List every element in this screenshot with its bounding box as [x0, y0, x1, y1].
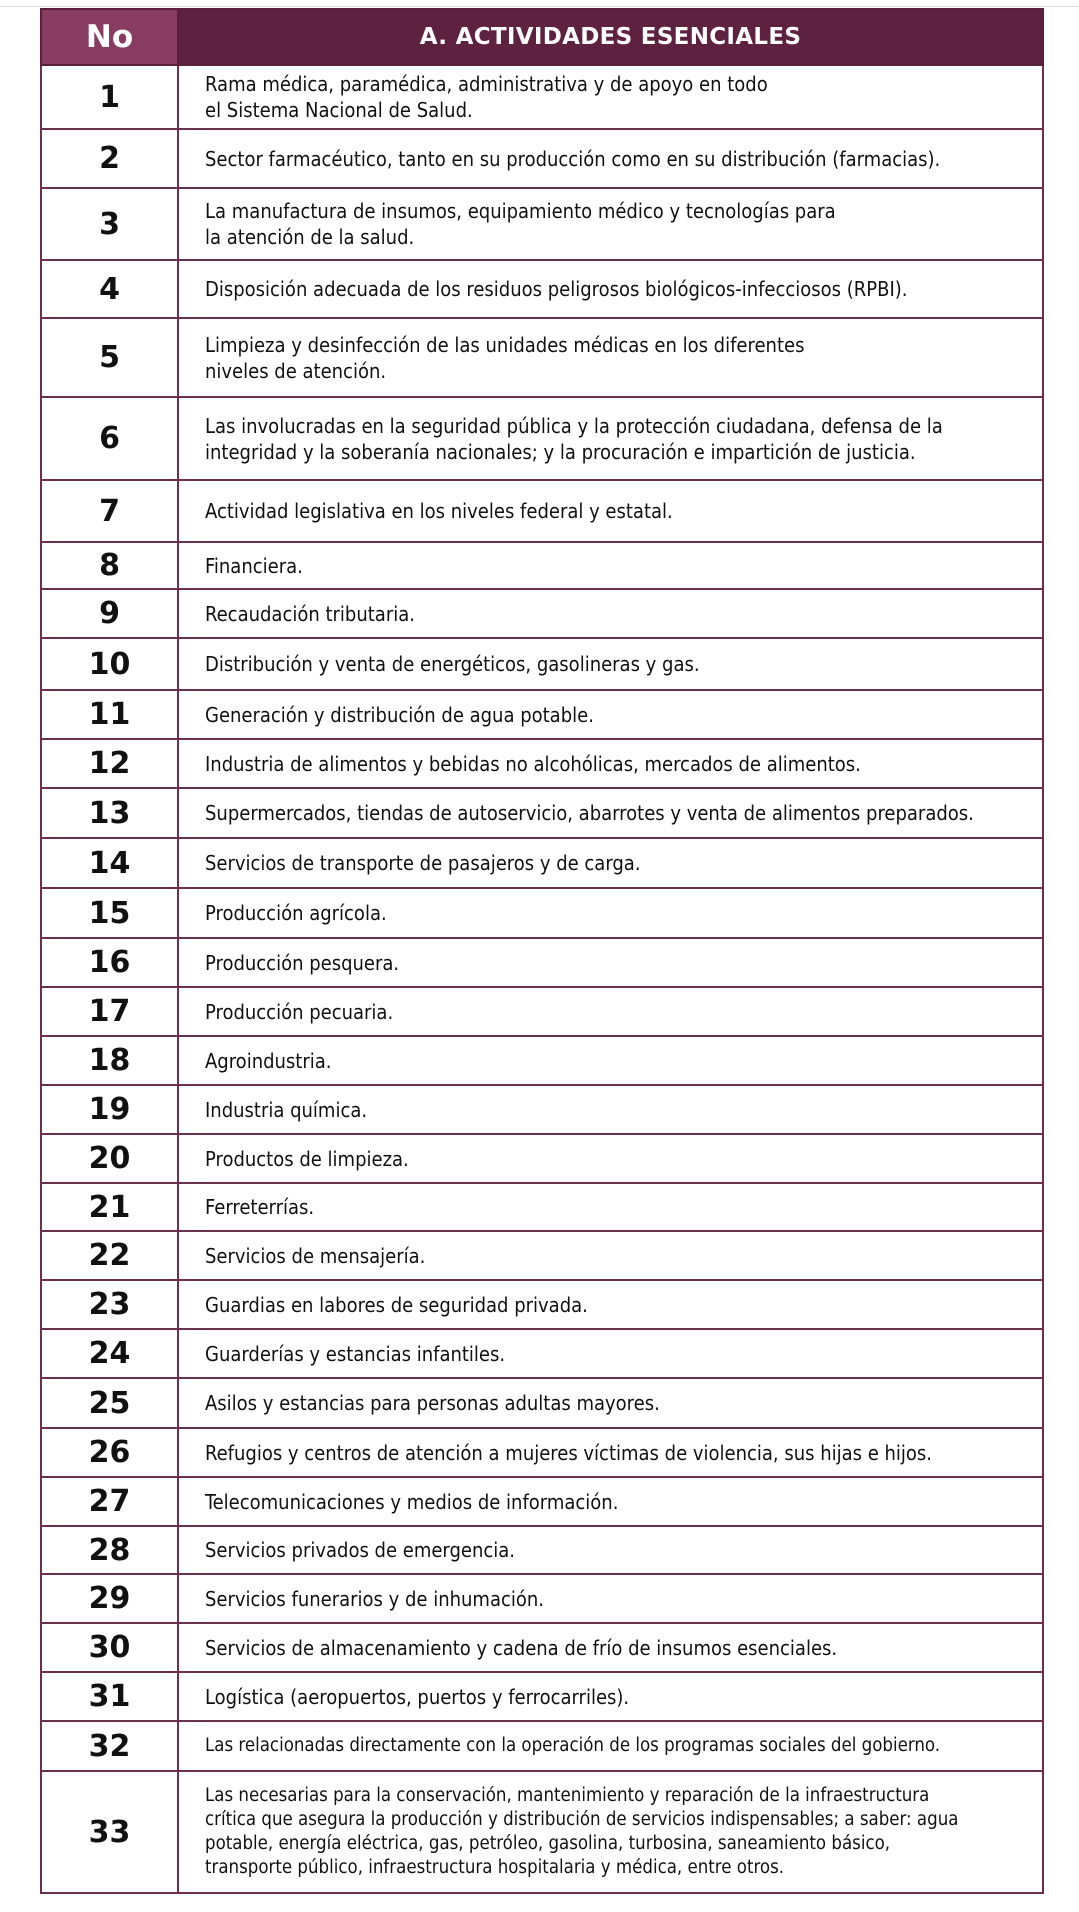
row-description: Actividad legislativa en los niveles federal y estatal. [178, 480, 1043, 542]
table-row [41, 788, 1043, 838]
row-description: Servicios funerarios y de inhumación. [178, 1574, 1043, 1623]
table-row [41, 1477, 1043, 1526]
row-description: Las necesarias para la conservación, mantenimiento y reparación de la infraestructura crítica que asegura la producción y distribución de servicios indispensables; a saber: agua potable, energía eléctrica, gas, petróleo, gasolina, turbosina, saneamiento básico, transporte público, infraestructura hospitalaria y médica, entre otros. [178, 1771, 1043, 1893]
top-divider [0, 6, 1079, 7]
table-row [41, 838, 1043, 888]
row-description: Servicios de transporte de pasajeros y de carga. [178, 838, 1043, 888]
row-description: Generación y distribución de agua potable. [178, 690, 1043, 739]
table-header-row [41, 9, 1043, 65]
row-number: 17 [41, 987, 178, 1036]
row-number: 3 [41, 188, 178, 260]
row-number: 33 [41, 1771, 178, 1893]
row-description: Guarderías y estancias infantiles. [178, 1329, 1043, 1378]
row-number: 8 [41, 542, 178, 589]
row-description: Recaudación tributaria. [178, 589, 1043, 638]
number-column-header: No [41, 9, 178, 65]
table-row [41, 480, 1043, 542]
row-number: 27 [41, 1477, 178, 1526]
table-row [41, 938, 1043, 987]
row-number: 30 [41, 1623, 178, 1672]
table-row [41, 690, 1043, 739]
row-description: Telecomunicaciones y medios de información. [178, 1477, 1043, 1526]
row-description: Rama médica, paramédica, administrativa y de apoyo en todo el Sistema Nacional de Salud. [178, 65, 1043, 129]
table-row [41, 65, 1043, 129]
table-row [41, 1574, 1043, 1623]
table-row [41, 1036, 1043, 1085]
row-number: 23 [41, 1280, 178, 1329]
table-row [41, 1183, 1043, 1231]
row-number: 2 [41, 129, 178, 188]
row-description: Asilos y estancias para personas adultas mayores. [178, 1378, 1043, 1428]
row-number: 5 [41, 318, 178, 397]
essential-activities-table [40, 8, 1044, 1894]
row-number: 31 [41, 1672, 178, 1721]
row-description: Supermercados, tiendas de autoservicio, abarrotes y venta de alimentos preparados. [178, 788, 1043, 838]
row-description: Productos de limpieza. [178, 1134, 1043, 1183]
row-description: Servicios de mensajería. [178, 1231, 1043, 1280]
row-number: 26 [41, 1428, 178, 1477]
row-number: 18 [41, 1036, 178, 1085]
row-description: Producción pesquera. [178, 938, 1043, 987]
row-number: 1 [41, 65, 178, 129]
row-description: Agroindustria. [178, 1036, 1043, 1085]
row-number: 21 [41, 1183, 178, 1231]
row-number: 19 [41, 1085, 178, 1134]
table-row [41, 542, 1043, 589]
row-description: Limpieza y desinfección de las unidades médicas en los diferentes niveles de atención. [178, 318, 1043, 397]
row-number: 7 [41, 480, 178, 542]
table-row [41, 1771, 1043, 1893]
row-number: 9 [41, 589, 178, 638]
row-number: 10 [41, 638, 178, 690]
row-description: Guardias en labores de seguridad privada. [178, 1280, 1043, 1329]
row-description: La manufactura de insumos, equipamiento médico y tecnologías para la atención de la salud. [178, 188, 1043, 260]
table-row [41, 1231, 1043, 1280]
row-number: 32 [41, 1721, 178, 1771]
table-row [41, 1721, 1043, 1771]
row-description: Servicios de almacenamiento y cadena de frío de insumos esenciales. [178, 1623, 1043, 1672]
table-row [41, 1329, 1043, 1378]
row-number: 12 [41, 739, 178, 788]
row-description: Distribución y venta de energéticos, gasolineras y gas. [178, 638, 1043, 690]
table-row [41, 260, 1043, 318]
table-row [41, 1280, 1043, 1329]
table-row [41, 1134, 1043, 1183]
row-number: 28 [41, 1526, 178, 1574]
table-row [41, 397, 1043, 480]
table-row [41, 638, 1043, 690]
row-description: Financiera. [178, 542, 1043, 589]
row-number: 6 [41, 397, 178, 480]
row-description: Industria de alimentos y bebidas no alcohólicas, mercados de alimentos. [178, 739, 1043, 788]
row-description: Industria química. [178, 1085, 1043, 1134]
row-description: Las involucradas en la seguridad pública y la protección ciudadana, defensa de la integridad y la soberanía nacionales; y la procuración e impartición de justicia. [178, 397, 1043, 480]
table-row [41, 1672, 1043, 1721]
row-description: Refugios y centros de atención a mujeres víctimas de violencia, sus hijas e hijos. [178, 1428, 1043, 1477]
row-number: 13 [41, 788, 178, 838]
table-row [41, 129, 1043, 188]
table-row [41, 888, 1043, 938]
row-description: Logística (aeropuertos, puertos y ferrocarriles). [178, 1672, 1043, 1721]
row-number: 4 [41, 260, 178, 318]
row-number: 16 [41, 938, 178, 987]
row-description: Las relacionadas directamente con la operación de los programas sociales del gobierno. [178, 1721, 1043, 1771]
row-description: Producción agrícola. [178, 888, 1043, 938]
table-row [41, 1085, 1043, 1134]
row-number: 24 [41, 1329, 178, 1378]
row-description: Disposición adecuada de los residuos peligrosos biológicos-infecciosos (RPBI). [178, 260, 1043, 318]
row-number: 29 [41, 1574, 178, 1623]
row-number: 25 [41, 1378, 178, 1428]
row-number: 15 [41, 888, 178, 938]
row-number: 11 [41, 690, 178, 739]
table-row [41, 589, 1043, 638]
table-row [41, 987, 1043, 1036]
table-row [41, 1526, 1043, 1574]
activities-column-header: A. ACTIVIDADES ESENCIALES [178, 9, 1043, 65]
row-number: 14 [41, 838, 178, 888]
row-number: 22 [41, 1231, 178, 1280]
table-row [41, 1623, 1043, 1672]
table-row [41, 739, 1043, 788]
table-row [41, 1428, 1043, 1477]
row-description: Servicios privados de emergencia. [178, 1526, 1043, 1574]
row-description: Sector farmacéutico, tanto en su producción como en su distribución (farmacias). [178, 129, 1043, 188]
table-row [41, 188, 1043, 260]
table-row [41, 318, 1043, 397]
row-number: 20 [41, 1134, 178, 1183]
row-description: Producción pecuaria. [178, 987, 1043, 1036]
table-row [41, 1378, 1043, 1428]
row-description: Ferreterrías. [178, 1183, 1043, 1231]
